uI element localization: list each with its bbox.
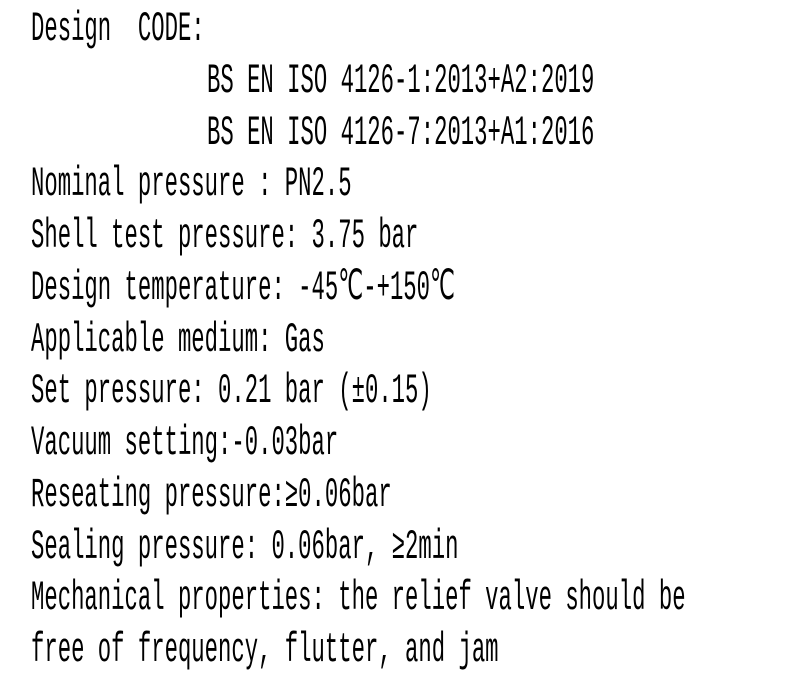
line-mechanical-properties-cont: free of frequency, flutter, and jam — [31, 626, 499, 674]
line-design-code: Design CODE: — [31, 5, 205, 53]
line-nominal-pressure: Nominal pressure : PN2.5 — [31, 160, 352, 209]
line-design-temperature: Design temperature: -45℃-+150℃ — [31, 263, 456, 312]
line-applicable-medium: Applicable medium: Gas — [31, 315, 325, 364]
line-mechanical-properties: Mechanical properties: the relief valve should be — [31, 574, 686, 623]
line-sealing-pressure: Sealing pressure: 0.06bar, ≥2min — [31, 522, 459, 571]
line-reseating-pressure: Reseating pressure:≥0.06bar — [31, 470, 392, 519]
line-standard-2: BS EN ISO 4126-7:2013+A1:2016 — [207, 108, 595, 157]
line-set-pressure: Set pressure: 0.21 bar (±0.15) — [31, 367, 432, 416]
line-standard-1: BS EN ISO 4126-1:2013+A2:2019 — [207, 56, 595, 105]
line-shell-test-pressure: Shell test pressure: 3.75 bar — [31, 212, 419, 260]
spec-document — [31, 4, 787, 677]
line-vacuum-setting: Vacuum setting:-0.03bar — [31, 419, 339, 467]
